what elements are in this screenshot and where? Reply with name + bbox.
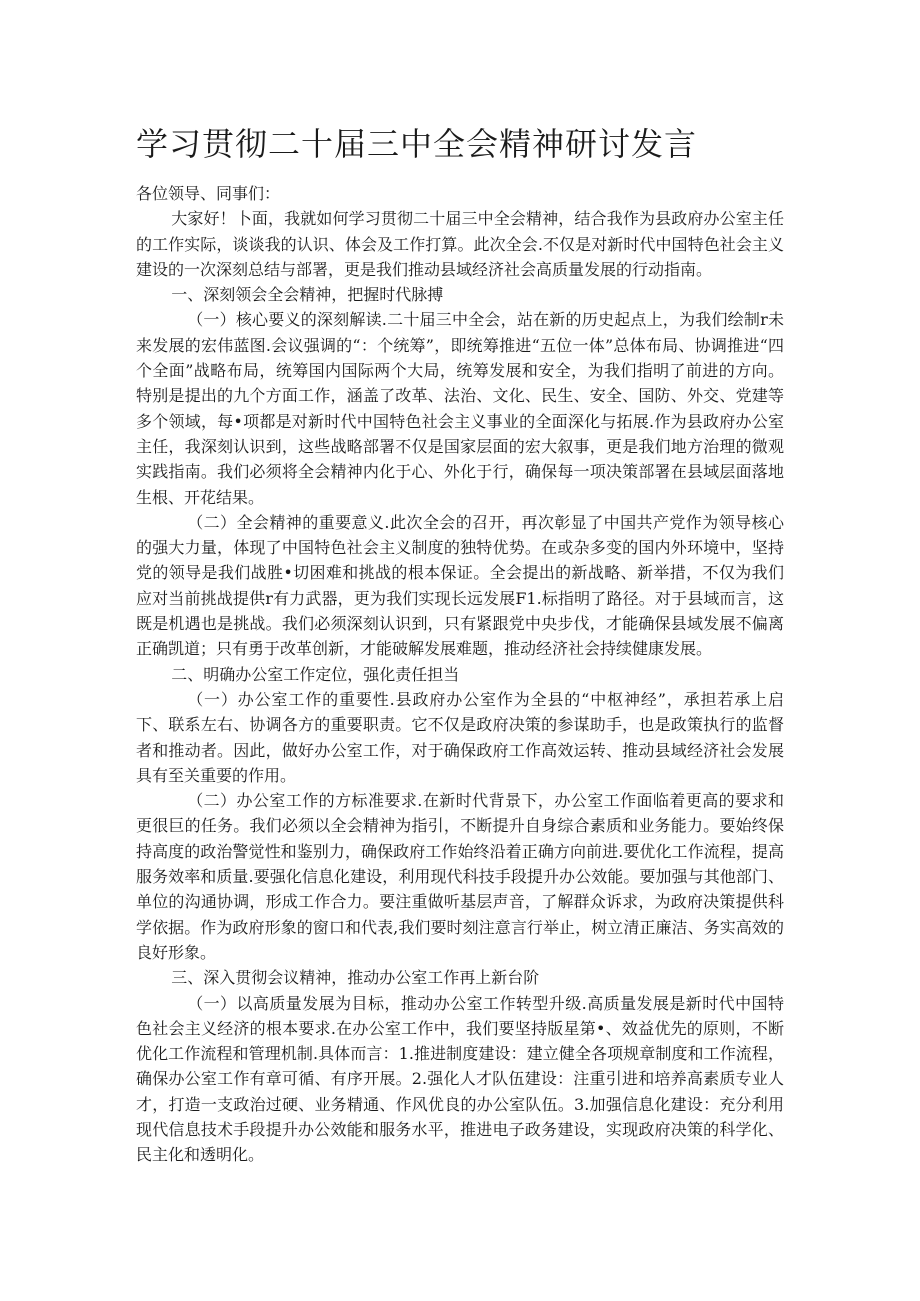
- paragraph-3-1: （一）以高质量发展为目标，推动办公室工作转型升级.高质量发展是新时代中国特色社会主义经济的根本要求.在办公室工作中，我们要坚持版星第•、效益优先的原则，不断优化工作流程和管理机制.具体而言：1.推进制度建设：建立健全各项规章制度和工作流程，确保办公室工作有章可循、有序开展。2.强化人才队伍建设：注重引进和培养高素质专业人才，打造一支政治过硬、业务精通、作风优良的办公室队伍。3.加强信息化建设：充分利用现代信息技术手段提升办公效能和服务水平，推进电子政务建设，实现政府决策的科学化、民主化和透明化。: [136, 993, 784, 1165]
- paragraph-2-1: （一）办公室工作的重要性.县政府办公室作为全县的“中枢神经”，承担若承上启下、联系左右、协调各方的重要职责。它不仅是政府决策的参谋助手，也是政策执行的监督者和推动者。因此，做好办公室工作，对于确保政府工作高效运转、推动县域经济社会发展具有至关重要的作用。: [136, 689, 784, 785]
- section-heading-1: 一、深刻领会全会精神，把握时代脉搏: [171, 285, 444, 305]
- salutation: 各位领导、同事们：: [136, 184, 281, 203]
- section-heading-2: 二、明确办公室工作定位，强化责任担当: [171, 664, 460, 684]
- document-title: 学习贯彻二十届三中全会精神研讨发言: [136, 125, 698, 163]
- paragraph-1-2: （二）全会精神的重要意义.此次全会的召开，再次彰显了中国共产党作为领导核心的强大力量，体现了中国特色社会主义制度的独特优势。在或杂多变的国内外环境中，坚持党的领导是我们战胜•切困难和挑战的根本保证。全会提出的新战略、新举措，不仅为我们应对当前挑战提供r有力武器，更为我们实现长远发展F1.标指明了路径。对于县域而言，这既是机遇也是挑战。我们必须深刻认识到，只有紧跟党中央步伐，才能确保县域发展不偏离正确凯道；只有勇于改革创新，才能破解发展难题，推动经济社会持续健康发展。: [136, 512, 784, 659]
- paragraph-1-1: （一）核心要义的深刻解读.二十届三中全会，站在新的历史起点上，为我们绘制r未来发展的宏伟蓝图.会议强调的“：个统筹”，即统筹推进“五位一体”总体布局、协调推进“四个全面”战略布局，统筹国内国际两个大局，统筹发展和安全，为我们指明了前进的方向。特别是提出的九个方面工作，涵盖了改革、法治、文化、民生、安全、国防、外交、党建等多个领域，每•项都是对新时代中国特色社会主义事业的全面深化与拓展.作为县政府办公室主任，我深刻认识到，这些战略部署不仅是国家层面的宏大叙事，更是我们地方治理的微观实践指南。我们必须将全会精神内化于心、外化于行，确保每一项决策部署在县域层面落地生根、开花结果。: [136, 310, 784, 507]
- document-body: [136, 181, 784, 1168]
- opening-paragraph: 大家好！卜面，我就如何学习贯彻二十届三中全会精神，结合我作为县政府办公室主任的工作实际，谈谈我的认识、体会及工作打算。此次全会.不仅是对新时代中国特色社会主义建设的一次深刻总结与部署，更是我们推动县域经济社会高质量发展的行动指南。: [136, 209, 784, 279]
- section-heading-3: 三、深入贯彻会议精神，推动办公室工作再上新台阶: [171, 968, 540, 988]
- paragraph-2-2: （二）办公室工作的方标准要求.在新时代背景下，办公室工作面临着更高的要求和更很巨的任务。我们必须以全会精神为指引，不断提升自身综合素质和业务能力。要始终保持高度的政治警觉性和鉴别力，确保政府工作始终沿着正确方向前进.要优化工作流程，提高服务效率和质量.要强化信息化建设，利用现代科技手段提升办公效能。要加强与其他部门、单位的沟通协调，形成工作合力。要注重做听基层声音，了解群众诉求，为政府决策提供科学依据。作为政府形象的窗口和代表,我们要时刻注意言行举止，树立清正廉洁、务实高效的良好形象。: [136, 791, 784, 962]
